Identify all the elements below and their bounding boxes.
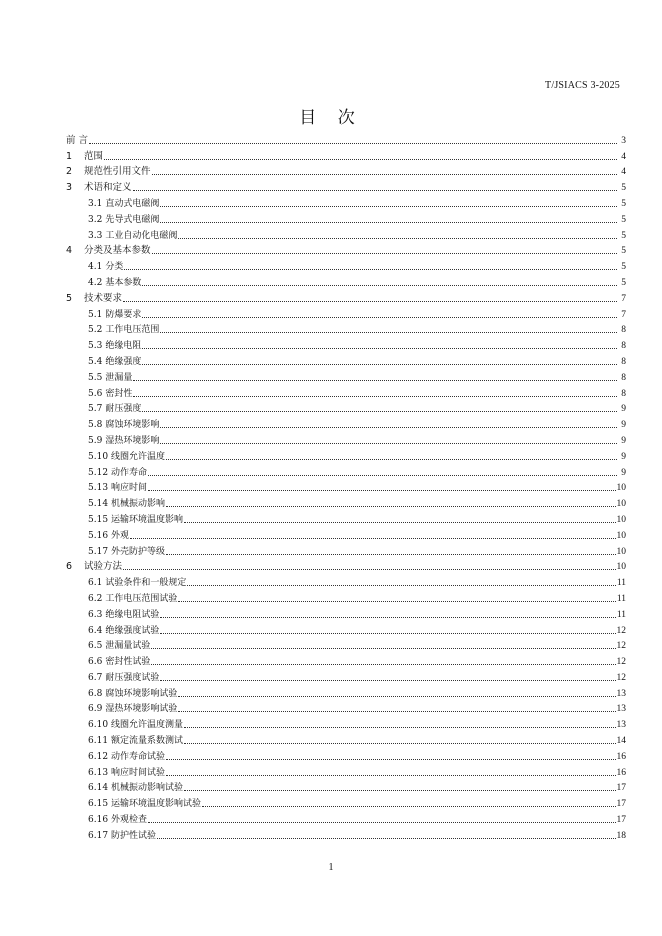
toc-entry-page: 18 — [616, 830, 626, 841]
toc-entry-number: 5.15 — [88, 514, 109, 525]
toc-entry-page: 9 — [621, 451, 626, 462]
table-of-contents — [66, 130, 626, 841]
toc-entry-page: 14 — [616, 736, 626, 747]
dot-leader — [133, 379, 617, 381]
toc-entry-number: 6.12 — [88, 751, 109, 762]
toc-entry[interactable] — [66, 414, 626, 430]
dot-leader — [151, 663, 615, 665]
toc-entry-number: 5.10 — [88, 451, 109, 462]
toc-entry-number: 6.2 — [88, 593, 103, 604]
document-code: T/JSIACS 3-2025 — [545, 80, 620, 91]
dot-leader — [148, 821, 615, 823]
page-title: 目 次 — [299, 108, 363, 128]
toc-entry-number: 6.8 — [88, 688, 103, 699]
toc-entry-page: 16 — [616, 751, 626, 762]
toc-entry-page: 12 — [616, 641, 626, 652]
dot-leader — [130, 537, 615, 539]
dot-leader — [178, 600, 616, 602]
toc-entry[interactable] — [66, 509, 626, 525]
dot-leader — [152, 173, 617, 175]
dot-leader — [184, 726, 615, 728]
toc-entry-number: 1 — [66, 150, 73, 162]
toc-entry-label: 线圈允许温度 — [111, 451, 166, 462]
toc-entry[interactable] — [66, 351, 626, 367]
dot-leader — [148, 489, 615, 491]
toc-entry-label: 泄漏量试验 — [105, 641, 151, 652]
toc-entry-label: 绝缘强度试验 — [105, 625, 160, 636]
dot-leader — [89, 142, 617, 144]
dot-leader — [142, 363, 617, 365]
toc-entry-page: 4 — [621, 167, 626, 178]
dot-leader — [123, 300, 617, 302]
toc-entry-number: 5.16 — [88, 530, 109, 541]
toc-entry[interactable] — [66, 272, 626, 288]
toc-entry-label: 外壳防护等级 — [111, 546, 166, 557]
toc-entry-number: 6.15 — [88, 799, 109, 810]
toc-entry-page: 7 — [621, 293, 626, 304]
toc-entry-label: 泄漏量 — [105, 372, 133, 383]
toc-entry-number: 5.12 — [88, 467, 109, 478]
toc-entry-page: 8 — [621, 356, 626, 367]
dot-leader — [152, 252, 617, 254]
dot-leader — [184, 521, 615, 523]
toc-entry[interactable] — [66, 225, 626, 241]
toc-entry-label: 动作寿命试验 — [111, 751, 166, 762]
toc-entry[interactable] — [66, 541, 626, 557]
toc-entry-page: 12 — [616, 625, 626, 636]
toc-entry[interactable] — [66, 746, 626, 762]
toc-entry[interactable] — [66, 572, 626, 588]
toc-entry-number: 6.16 — [88, 815, 109, 826]
toc-entry-number: 6.10 — [88, 720, 109, 731]
dot-leader — [178, 237, 617, 239]
toc-entry-page: 8 — [621, 325, 626, 336]
dot-leader — [157, 837, 615, 839]
toc-entry-label: 密封性试验 — [105, 657, 151, 668]
toc-entry[interactable] — [66, 651, 626, 667]
toc-entry[interactable] — [66, 525, 626, 541]
toc-entry-label: 绝缘电阻试验 — [105, 609, 160, 620]
toc-entry-label: 工业自动化电磁阀 — [105, 230, 178, 241]
toc-entry-number: 5.1 — [88, 309, 103, 320]
dot-leader — [178, 695, 615, 697]
toc-entry-label: 运输环境温度影响 — [111, 514, 184, 525]
dot-leader — [166, 505, 615, 507]
toc-entry-page: 9 — [621, 404, 626, 415]
toc-entry-number: 5.6 — [88, 388, 103, 399]
toc-entry-label: 额定流量系数测试 — [111, 736, 184, 747]
toc-entry-number: 6.3 — [88, 609, 103, 620]
toc-entry-page: 12 — [616, 657, 626, 668]
toc-entry-number: 5.5 — [88, 372, 103, 383]
toc-entry-page: 10 — [616, 530, 626, 541]
toc-entry[interactable] — [66, 335, 626, 351]
toc-entry-label: 机械振动影响 — [111, 499, 166, 510]
toc-entry[interactable] — [66, 667, 626, 683]
toc-entry-page: 17 — [616, 783, 626, 794]
toc-entry-page: 5 — [621, 262, 626, 273]
dot-leader — [166, 458, 617, 460]
dot-leader — [133, 189, 617, 191]
toc-entry[interactable] — [66, 557, 626, 573]
toc-entry-number: 3.2 — [88, 214, 103, 225]
dot-leader — [160, 221, 617, 223]
toc-entry-label: 绝缘强度 — [105, 356, 142, 367]
toc-entry-label: 试验条件和一般规定 — [105, 578, 187, 589]
toc-entry[interactable] — [66, 478, 626, 494]
toc-entry-number: 6.5 — [88, 641, 103, 652]
toc-entry-number: 3.3 — [88, 230, 103, 241]
dot-leader — [160, 426, 617, 428]
toc-entry[interactable] — [66, 367, 626, 383]
dot-leader — [160, 679, 615, 681]
toc-entry-number: 6.4 — [88, 625, 103, 636]
toc-entry-page: 13 — [616, 720, 626, 731]
toc-entry-number: 5.17 — [88, 546, 109, 557]
toc-entry-number: 6.1 — [88, 578, 103, 589]
toc-entry[interactable] — [66, 778, 626, 794]
toc-entry-label: 运输环境温度影响试验 — [111, 799, 202, 810]
dot-leader — [148, 474, 617, 476]
dot-leader — [160, 205, 617, 207]
toc-entry-page: 10 — [616, 514, 626, 525]
dot-leader — [160, 331, 617, 333]
toc-entry-number: 5.8 — [88, 420, 103, 431]
toc-entry[interactable] — [66, 636, 626, 652]
toc-entry-page: 8 — [621, 372, 626, 383]
toc-entry-page: 8 — [621, 341, 626, 352]
toc-entry-page: 16 — [616, 767, 626, 778]
toc-entry-page: 13 — [616, 688, 626, 699]
toc-entry-number: 6.11 — [88, 736, 109, 747]
toc-entry[interactable] — [66, 683, 626, 699]
dot-leader — [160, 442, 617, 444]
toc-entry[interactable] — [66, 762, 626, 778]
toc-entry[interactable] — [66, 446, 626, 462]
toc-entry-label: 基本参数 — [105, 277, 142, 288]
toc-entry-page: 12 — [616, 672, 626, 683]
toc-entry[interactable] — [66, 241, 626, 257]
toc-entry-page: 11 — [616, 609, 626, 620]
toc-entry-number: 5.9 — [88, 435, 103, 446]
toc-entry-page: 4 — [621, 151, 626, 162]
dot-leader — [178, 710, 615, 712]
dot-leader — [142, 284, 617, 286]
toc-entry-number: 4.1 — [88, 262, 103, 273]
toc-entry-label: 腐蚀环境影响试验 — [105, 688, 178, 699]
toc-entry-number: 5 — [66, 292, 73, 304]
toc-entry[interactable] — [66, 825, 626, 841]
toc-entry-number: 3.1 — [88, 198, 103, 209]
toc-entry-label: 直动式电磁阀 — [105, 198, 160, 209]
toc-entry-number: 5.14 — [88, 499, 109, 510]
dot-leader — [142, 316, 617, 318]
toc-entry-page: 5 — [621, 277, 626, 288]
toc-entry[interactable] — [66, 793, 626, 809]
toc-entry-page: 10 — [616, 562, 626, 573]
toc-entry[interactable] — [66, 320, 626, 336]
toc-entry-number: 4 — [66, 245, 73, 257]
toc-entry-page: 7 — [621, 309, 626, 320]
toc-entry-label: 防爆要求 — [105, 309, 142, 320]
toc-entry[interactable] — [66, 146, 626, 162]
toc-entry-label: 线圈允许温度测量 — [111, 720, 184, 731]
toc-entry-page: 17 — [616, 815, 626, 826]
toc-entry-number: 5.13 — [88, 483, 109, 494]
toc-entry-page: 11 — [616, 593, 626, 604]
toc-entry-label: 前 言 — [66, 134, 89, 146]
toc-entry-page: 9 — [621, 420, 626, 431]
toc-entry-page: 13 — [616, 704, 626, 715]
toc-entry-number: 6.14 — [88, 783, 109, 794]
toc-entry[interactable] — [66, 588, 626, 604]
toc-entry-label: 分类 — [105, 262, 124, 273]
toc-entry-number: 6.13 — [88, 767, 109, 778]
dot-leader — [166, 553, 615, 555]
toc-entry-page: 5 — [621, 214, 626, 225]
toc-entry-number: 4.2 — [88, 277, 103, 288]
dot-leader — [124, 268, 617, 270]
toc-entry-page: 5 — [621, 230, 626, 241]
toc-entry-number: 2 — [66, 166, 73, 178]
toc-entry-page: 10 — [616, 499, 626, 510]
toc-entry[interactable] — [66, 288, 626, 304]
toc-entry-number: 6.7 — [88, 672, 103, 683]
toc-entry[interactable] — [66, 809, 626, 825]
toc-entry-number: 5.2 — [88, 325, 103, 336]
toc-entry-label: 密封性 — [105, 388, 133, 399]
toc-entry-number: 6.6 — [88, 657, 103, 668]
dot-leader — [202, 805, 615, 807]
toc-entry[interactable] — [66, 399, 626, 415]
toc-entry[interactable] — [66, 304, 626, 320]
toc-entry-label: 外观检查 — [111, 815, 148, 826]
dot-leader — [151, 647, 615, 649]
toc-entry-label: 耐压强度 — [105, 404, 142, 415]
toc-entry-number: 6 — [66, 561, 73, 573]
toc-entry[interactable] — [66, 177, 626, 193]
toc-entry[interactable] — [66, 430, 626, 446]
toc-entry-page: 5 — [621, 246, 626, 257]
toc-entry-label: 机械振动影响试验 — [111, 783, 184, 794]
toc-entry-label: 动作寿命 — [111, 467, 148, 478]
toc-entry[interactable] — [66, 730, 626, 746]
toc-entry-page: 17 — [616, 799, 626, 810]
toc-entry-page: 10 — [616, 483, 626, 494]
toc-entry-label: 分类及基本参数 — [84, 245, 151, 257]
toc-entry[interactable] — [66, 130, 626, 146]
dot-leader — [123, 568, 615, 570]
toc-entry-page: 5 — [621, 183, 626, 194]
toc-entry-page: 9 — [621, 435, 626, 446]
toc-entry-number: 5.7 — [88, 404, 103, 415]
toc-entry-label: 规范性引用文件 — [84, 166, 151, 178]
dot-leader — [160, 632, 615, 634]
toc-entry[interactable] — [66, 604, 626, 620]
dot-leader — [104, 158, 617, 160]
dot-leader — [184, 742, 615, 744]
toc-entry-label: 防护性试验 — [111, 830, 157, 841]
toc-entry-page: 3 — [621, 135, 626, 146]
toc-entry[interactable] — [66, 714, 626, 730]
dot-leader — [133, 395, 617, 397]
toc-entry-page: 5 — [621, 198, 626, 209]
toc-entry[interactable] — [66, 209, 626, 225]
dot-leader — [142, 410, 617, 412]
dot-leader — [187, 584, 616, 586]
toc-entry-label: 先导式电磁阀 — [105, 214, 160, 225]
toc-entry[interactable] — [66, 162, 626, 178]
toc-entry-label: 耐压强度试验 — [105, 672, 160, 683]
toc-entry-label: 术语和定义 — [84, 182, 132, 194]
toc-entry-number: 3 — [66, 182, 73, 194]
toc-entry-label: 技术要求 — [84, 292, 123, 304]
toc-entry-label: 绝缘电阻 — [105, 341, 142, 352]
dot-leader — [142, 347, 617, 349]
toc-entry-page: 11 — [616, 578, 626, 589]
toc-entry-number: 5.4 — [88, 356, 103, 367]
toc-entry-label: 范围 — [84, 150, 104, 162]
toc-entry[interactable] — [66, 699, 626, 715]
toc-entry-label: 响应时间 — [111, 483, 148, 494]
dot-leader — [166, 774, 615, 776]
toc-entry[interactable] — [66, 193, 626, 209]
toc-entry-label: 腐蚀环境影响 — [105, 420, 160, 431]
toc-entry-number: 6.17 — [88, 830, 109, 841]
toc-entry-page: 9 — [621, 467, 626, 478]
page-number: 1 — [328, 862, 334, 873]
toc-entry[interactable] — [66, 256, 626, 272]
toc-entry-label: 外观 — [111, 530, 130, 541]
toc-entry-label: 湿热环境影响试验 — [105, 704, 178, 715]
toc-entry-label: 湿热环境影响 — [105, 435, 160, 446]
toc-entry-number: 5.3 — [88, 341, 103, 352]
dot-leader — [184, 789, 615, 791]
toc-entry-page: 10 — [616, 546, 626, 557]
toc-entry-label: 响应时间试验 — [111, 767, 166, 778]
toc-entry[interactable] — [66, 462, 626, 478]
toc-entry[interactable] — [66, 493, 626, 509]
dot-leader — [160, 616, 616, 618]
toc-entry-page: 8 — [621, 388, 626, 399]
toc-entry-label: 工作电压范围试验 — [105, 593, 178, 604]
toc-entry-label: 试验方法 — [84, 561, 123, 573]
dot-leader — [166, 758, 615, 760]
toc-entry-number: 6.9 — [88, 704, 103, 715]
toc-entry[interactable] — [66, 383, 626, 399]
toc-entry[interactable] — [66, 620, 626, 636]
toc-entry-label: 工作电压范围 — [105, 325, 160, 336]
